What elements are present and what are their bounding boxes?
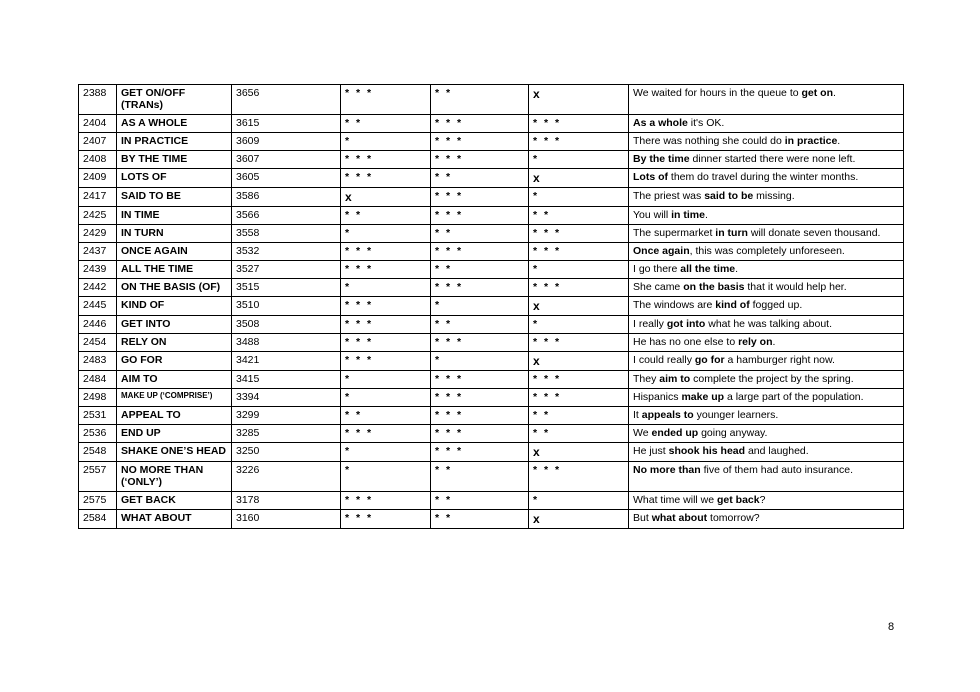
example-phrase-highlight: all the time xyxy=(680,263,736,275)
phrase-cell: SHAKE ONE’S HEAD xyxy=(117,443,232,462)
example-cell xyxy=(629,389,904,407)
phrase-cell: IN PRACTICE xyxy=(117,133,232,151)
example-phrase-highlight: get back xyxy=(717,494,760,506)
phrase-cell: RELY ON xyxy=(117,334,232,352)
example-text: They xyxy=(633,373,660,385)
example-phrase-highlight: rely on xyxy=(738,336,773,348)
rating-cell-3: * * xyxy=(529,425,629,443)
example-cell xyxy=(629,85,904,115)
example-text: You will xyxy=(633,209,672,221)
example-cell xyxy=(629,188,904,207)
rating-cell-2: * * * xyxy=(431,188,529,207)
rank-cell: 2484 xyxy=(79,371,117,389)
rating-cell-1: * * * xyxy=(341,243,431,261)
table-row xyxy=(79,510,904,529)
example-phrase-highlight: By the time xyxy=(633,153,690,165)
rating-cell-1: x xyxy=(341,188,431,207)
rank-cell: 2557 xyxy=(79,462,117,492)
rating-cell-2: * * * xyxy=(431,371,529,389)
rating-cell-1: * xyxy=(341,389,431,407)
example-text: them do travel during the winter months. xyxy=(668,171,859,183)
phrase-cell: IN TIME xyxy=(117,207,232,225)
frequency-cell: 3299 xyxy=(232,407,341,425)
example-phrase-highlight: aim to xyxy=(659,373,691,385)
example-text: dinner started there were none left. xyxy=(689,153,856,165)
frequency-cell: 3527 xyxy=(232,261,341,279)
rating-cell-1: * * * xyxy=(341,334,431,352)
example-phrase-highlight: on the basis xyxy=(683,281,745,293)
rating-cell-3: x xyxy=(529,443,629,462)
phrase-cell: WHAT ABOUT xyxy=(117,510,232,529)
example-phrase-highlight: in practice xyxy=(784,135,838,147)
rating-cell-3: * xyxy=(529,261,629,279)
example-cell xyxy=(629,243,904,261)
frequency-cell: 3615 xyxy=(232,115,341,133)
example-cell xyxy=(629,316,904,334)
example-cell xyxy=(629,279,904,297)
table-row xyxy=(79,492,904,510)
phrase-cell: GET BACK xyxy=(117,492,232,510)
example-text: what he was talking about. xyxy=(705,318,832,330)
rating-cell-3: * xyxy=(529,492,629,510)
page-number: 8 xyxy=(888,621,895,633)
table-row xyxy=(79,85,904,115)
rank-cell: 2483 xyxy=(79,352,117,371)
table-row xyxy=(79,207,904,225)
rating-cell-1: * * * xyxy=(341,85,431,115)
example-text: It xyxy=(633,409,642,421)
table-row xyxy=(79,279,904,297)
rating-cell-2: * * * xyxy=(431,279,529,297)
example-text: that it would help her. xyxy=(744,281,847,293)
rating-cell-1: * * * xyxy=(341,297,431,316)
rating-cell-3: * * * xyxy=(529,225,629,243)
phrase-cell: SAID TO BE xyxy=(117,188,232,207)
example-text: it's OK. xyxy=(687,117,725,129)
phrase-cell: IN TURN xyxy=(117,225,232,243)
example-text: But xyxy=(633,512,652,524)
frequency-cell: 3488 xyxy=(232,334,341,352)
frequency-cell: 3515 xyxy=(232,279,341,297)
rank-cell: 2425 xyxy=(79,207,117,225)
example-text: . xyxy=(772,336,776,348)
rating-cell-2: * * * xyxy=(431,207,529,225)
rating-cell-3: * xyxy=(529,316,629,334)
rating-cell-3: * * * xyxy=(529,115,629,133)
table-row xyxy=(79,443,904,462)
rank-cell: 2548 xyxy=(79,443,117,462)
rating-cell-1: * * * xyxy=(341,316,431,334)
example-phrase-highlight: go for xyxy=(694,354,725,366)
rating-cell-2: * * * xyxy=(431,389,529,407)
frequency-cell: 3415 xyxy=(232,371,341,389)
phrase-table-body xyxy=(79,85,904,529)
table-row xyxy=(79,371,904,389)
rating-cell-3: * * * xyxy=(529,334,629,352)
table-row xyxy=(79,188,904,207)
rank-cell: 2429 xyxy=(79,225,117,243)
phrase-cell: MAKE UP (‘COMPRISE’) xyxy=(117,389,232,407)
rank-cell: 2409 xyxy=(79,169,117,188)
rating-cell-2: * * * xyxy=(431,133,529,151)
table-row xyxy=(79,462,904,492)
example-phrase-highlight: ended up xyxy=(651,427,699,439)
rank-cell: 2445 xyxy=(79,297,117,316)
rating-cell-2: * * * xyxy=(431,151,529,169)
table-row xyxy=(79,243,904,261)
rating-cell-3: * * * xyxy=(529,462,629,492)
table-row xyxy=(79,151,904,169)
example-text: missing. xyxy=(753,190,795,202)
rating-cell-3: * xyxy=(529,188,629,207)
example-text: going anyway. xyxy=(698,427,768,439)
example-text: . xyxy=(704,209,708,221)
table-row xyxy=(79,133,904,151)
example-text: and laughed. xyxy=(745,445,809,457)
rating-cell-1: * xyxy=(341,225,431,243)
example-cell xyxy=(629,261,904,279)
example-cell xyxy=(629,371,904,389)
rating-cell-1: * xyxy=(341,371,431,389)
table-row xyxy=(79,169,904,188)
rating-cell-1: * * xyxy=(341,207,431,225)
rank-cell: 2454 xyxy=(79,334,117,352)
rank-cell: 2531 xyxy=(79,407,117,425)
phrase-cell: NO MORE THAN (‘ONLY’) xyxy=(117,462,232,492)
rank-cell: 2536 xyxy=(79,425,117,443)
rank-cell: 2442 xyxy=(79,279,117,297)
table-row xyxy=(79,352,904,371)
rank-cell: 2408 xyxy=(79,151,117,169)
rating-cell-1: * * * xyxy=(341,352,431,371)
phrase-cell: ONCE AGAIN xyxy=(117,243,232,261)
example-cell xyxy=(629,425,904,443)
rating-cell-1: * * * xyxy=(341,151,431,169)
frequency-cell: 3178 xyxy=(232,492,341,510)
rank-cell: 2446 xyxy=(79,316,117,334)
rating-cell-3: x xyxy=(529,85,629,115)
phrase-cell: KIND OF xyxy=(117,297,232,316)
example-cell xyxy=(629,462,904,492)
rating-cell-1: * * * xyxy=(341,492,431,510)
frequency-cell: 3508 xyxy=(232,316,341,334)
rating-cell-1: * * xyxy=(341,115,431,133)
example-phrase-highlight: what about xyxy=(651,512,708,524)
rating-cell-3: * * * xyxy=(529,371,629,389)
table-row xyxy=(79,115,904,133)
table-row xyxy=(79,407,904,425)
frequency-cell: 3394 xyxy=(232,389,341,407)
table-row xyxy=(79,225,904,243)
phrase-table xyxy=(78,84,904,529)
example-cell xyxy=(629,352,904,371)
frequency-cell: 3586 xyxy=(232,188,341,207)
example-cell xyxy=(629,443,904,462)
rating-cell-2: * * * xyxy=(431,334,529,352)
frequency-cell: 3285 xyxy=(232,425,341,443)
example-text: a hamburger right now. xyxy=(724,354,835,366)
rank-cell: 2584 xyxy=(79,510,117,529)
rating-cell-3: * * xyxy=(529,207,629,225)
rating-cell-3: x xyxy=(529,510,629,529)
example-text: . xyxy=(735,263,739,275)
frequency-cell: 3226 xyxy=(232,462,341,492)
frequency-cell: 3605 xyxy=(232,169,341,188)
example-phrase-highlight: No more than xyxy=(633,464,701,476)
rating-cell-3: * xyxy=(529,151,629,169)
rating-cell-3: * * * xyxy=(529,279,629,297)
frequency-cell: 3160 xyxy=(232,510,341,529)
example-phrase-highlight: shook his head xyxy=(668,445,746,457)
rank-cell: 2417 xyxy=(79,188,117,207)
example-text: will donate seven thousand. xyxy=(747,227,881,239)
rating-cell-1: * xyxy=(341,279,431,297)
frequency-cell: 3532 xyxy=(232,243,341,261)
example-text: fogged up. xyxy=(749,299,803,311)
example-text: a large part of the population. xyxy=(724,391,864,403)
rating-cell-2: * * xyxy=(431,85,529,115)
example-text: There was nothing she could do xyxy=(633,135,785,147)
rating-cell-2: * * xyxy=(431,225,529,243)
phrase-cell: GO FOR xyxy=(117,352,232,371)
frequency-cell: 3656 xyxy=(232,85,341,115)
rating-cell-3: x xyxy=(529,297,629,316)
phrase-cell: GET ON/OFF (TRANs) xyxy=(117,85,232,115)
rating-cell-2: * * * xyxy=(431,115,529,133)
example-text: We xyxy=(633,427,652,439)
rating-cell-2: * * * xyxy=(431,243,529,261)
rating-cell-2: * * xyxy=(431,169,529,188)
example-phrase-highlight: As a whole xyxy=(633,117,688,129)
phrase-cell: ALL THE TIME xyxy=(117,261,232,279)
example-text: I go there xyxy=(633,263,681,275)
example-text: younger learners. xyxy=(693,409,779,421)
rating-cell-2: * * xyxy=(431,510,529,529)
table-row xyxy=(79,261,904,279)
example-text: . xyxy=(837,135,841,147)
rating-cell-2: * xyxy=(431,297,529,316)
example-text: Hispanics xyxy=(633,391,682,403)
example-text: The supermarket xyxy=(633,227,716,239)
rank-cell: 2404 xyxy=(79,115,117,133)
example-phrase-highlight: in turn xyxy=(715,227,748,239)
rating-cell-1: * * * xyxy=(341,261,431,279)
phrase-cell: AIM TO xyxy=(117,371,232,389)
example-cell xyxy=(629,207,904,225)
example-cell xyxy=(629,115,904,133)
example-phrase-highlight: said to be xyxy=(704,190,754,202)
rank-cell: 2498 xyxy=(79,389,117,407)
table-row xyxy=(79,389,904,407)
rating-cell-3: * * * xyxy=(529,389,629,407)
frequency-cell: 3609 xyxy=(232,133,341,151)
rating-cell-1: * * xyxy=(341,407,431,425)
phrase-cell: APPEAL TO xyxy=(117,407,232,425)
example-text: She came xyxy=(633,281,684,293)
example-phrase-highlight: make up xyxy=(681,391,725,403)
rating-cell-2: * * xyxy=(431,492,529,510)
example-text: I really xyxy=(633,318,667,330)
example-phrase-highlight: in time xyxy=(671,209,705,221)
frequency-cell: 3510 xyxy=(232,297,341,316)
example-text: ? xyxy=(759,494,766,506)
rating-cell-2: * * xyxy=(431,261,529,279)
table-row xyxy=(79,316,904,334)
rating-cell-2: * * * xyxy=(431,443,529,462)
rating-cell-1: * xyxy=(341,443,431,462)
table-row xyxy=(79,425,904,443)
rating-cell-1: * * * xyxy=(341,425,431,443)
frequency-cell: 3558 xyxy=(232,225,341,243)
rating-cell-2: * * xyxy=(431,316,529,334)
example-text: complete the project by the spring. xyxy=(690,373,854,385)
example-cell xyxy=(629,297,904,316)
example-text: He just xyxy=(633,445,669,457)
example-cell xyxy=(629,151,904,169)
rating-cell-1: * * * xyxy=(341,510,431,529)
example-text: , this was completely unforeseen. xyxy=(689,245,845,257)
rating-cell-3: * * * xyxy=(529,133,629,151)
rank-cell: 2437 xyxy=(79,243,117,261)
example-text: five of them had auto insurance. xyxy=(700,464,854,476)
rating-cell-2: * xyxy=(431,352,529,371)
example-text: He has no one else to xyxy=(633,336,739,348)
rating-cell-3: * * xyxy=(529,407,629,425)
rating-cell-2: * * xyxy=(431,462,529,492)
rating-cell-1: * xyxy=(341,462,431,492)
table-row xyxy=(79,334,904,352)
rank-cell: 2388 xyxy=(79,85,117,115)
example-phrase-highlight: get on xyxy=(801,87,833,99)
example-cell xyxy=(629,334,904,352)
phrase-cell: AS A WHOLE xyxy=(117,115,232,133)
phrase-cell: END UP xyxy=(117,425,232,443)
rating-cell-3: x xyxy=(529,352,629,371)
example-phrase-highlight: Lots of xyxy=(633,171,668,183)
example-cell xyxy=(629,510,904,529)
example-text: I could really xyxy=(633,354,695,366)
frequency-cell: 3607 xyxy=(232,151,341,169)
rating-cell-1: * xyxy=(341,133,431,151)
example-phrase-highlight: Once again xyxy=(633,245,690,257)
example-text: The priest was xyxy=(633,190,705,202)
example-text: What time will we xyxy=(633,494,718,506)
rating-cell-1: * * * xyxy=(341,169,431,188)
table-row xyxy=(79,297,904,316)
frequency-cell: 3250 xyxy=(232,443,341,462)
phrase-cell: GET INTO xyxy=(117,316,232,334)
rating-cell-2: * * * xyxy=(431,425,529,443)
example-text: We waited for hours in the queue to xyxy=(633,87,802,99)
phrase-cell: LOTS OF xyxy=(117,169,232,188)
example-cell xyxy=(629,133,904,151)
frequency-cell: 3566 xyxy=(232,207,341,225)
phrase-cell: BY THE TIME xyxy=(117,151,232,169)
example-text: . xyxy=(833,87,836,99)
rating-cell-3: x xyxy=(529,169,629,188)
example-cell xyxy=(629,492,904,510)
example-phrase-highlight: got into xyxy=(666,318,706,330)
example-text: tomorrow? xyxy=(707,512,760,524)
example-cell xyxy=(629,169,904,188)
rating-cell-2: * * * xyxy=(431,407,529,425)
phrase-cell: ON THE BASIS (OF) xyxy=(117,279,232,297)
example-phrase-highlight: appeals to xyxy=(641,409,694,421)
rank-cell: 2407 xyxy=(79,133,117,151)
example-phrase-highlight: kind of xyxy=(715,299,750,311)
example-text: The windows are xyxy=(633,299,716,311)
rating-cell-3: * * * xyxy=(529,243,629,261)
frequency-cell: 3421 xyxy=(232,352,341,371)
rank-cell: 2439 xyxy=(79,261,117,279)
example-cell xyxy=(629,225,904,243)
example-cell xyxy=(629,407,904,425)
rank-cell: 2575 xyxy=(79,492,117,510)
